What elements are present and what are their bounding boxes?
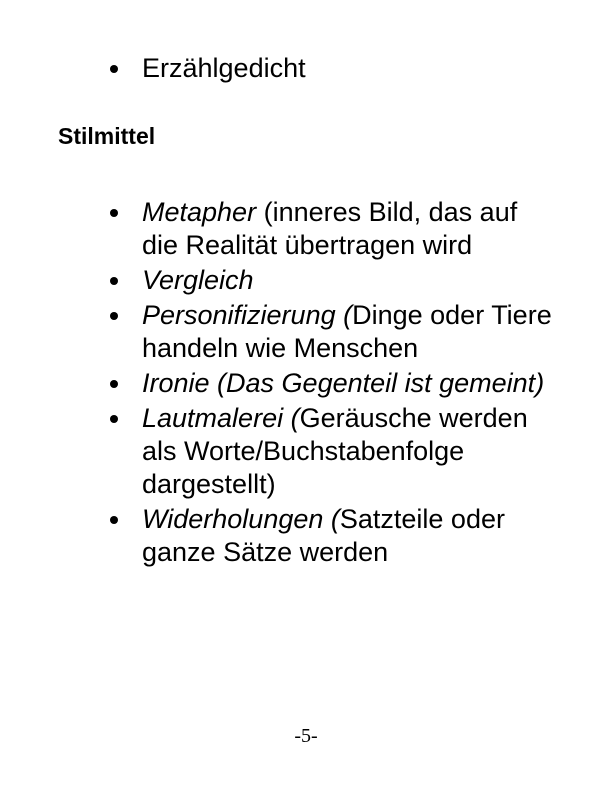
- description: Geräusche werden als Worte/Buchstabenfolge dargestellt): [142, 403, 528, 499]
- list-item: [0, 52, 612, 85]
- bullet-icon: [110, 516, 118, 524]
- bullet-icon: [110, 380, 118, 388]
- list-item: [0, 367, 612, 400]
- description: (inneres Bild, das auf die Realität übertragen wird: [142, 197, 518, 260]
- list-item-text: Erzählgedicht: [142, 53, 306, 83]
- term: Widerholungen (: [142, 504, 340, 534]
- list-item: [0, 264, 612, 297]
- description: Satzteile oder ganze Sätze werden: [142, 504, 505, 567]
- bullet-icon: [110, 65, 118, 73]
- list-item: [0, 299, 612, 365]
- section-heading: Stilmittel: [58, 123, 156, 149]
- term: Metapher: [142, 197, 257, 227]
- term: Personifizierung (: [142, 300, 353, 330]
- term: Vergleich: [142, 265, 254, 295]
- term: Ironie (Das Gegenteil ist gemeint): [142, 368, 545, 398]
- genre-list: [0, 52, 612, 85]
- description: Dinge oder Tiere handeln wie Menschen: [142, 300, 552, 363]
- list-item: [0, 402, 612, 501]
- list-item: [0, 503, 612, 569]
- bullet-icon: [110, 415, 118, 423]
- bullet-icon: [110, 312, 118, 320]
- bullet-icon: [110, 277, 118, 285]
- stilmittel-list: [0, 196, 612, 571]
- term: Lautmalerei (: [142, 403, 300, 433]
- list-item: [0, 196, 612, 262]
- page-number: -5-: [294, 725, 318, 747]
- bullet-icon: [110, 209, 118, 217]
